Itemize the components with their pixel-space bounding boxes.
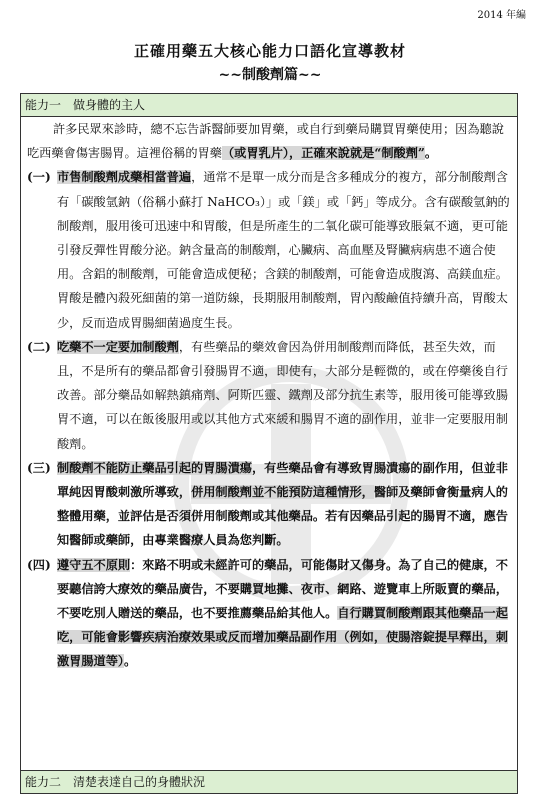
intro-highlight: （或胃乳片），正確來說就是“制酸劑” — [222, 146, 425, 161]
document-title: 正確用藥五大核心能力口語化宣導教材 — [133, 42, 406, 60]
item-3-highlight: 制酸劑不能防止藥品引起的胃腸潰瘍 — [57, 460, 252, 475]
list-item-2 — [27, 335, 511, 456]
intro-text: 許多民眾來診時，總不忘告訴醫師要加胃藥，或自行到藥局購買胃藥使用；因為聽說吃西藥會傷害腸胃。這裡俗稱的胃藥 — [27, 122, 504, 161]
intro-paragraph — [27, 117, 511, 165]
item-3-text-b: 醫師及藥師會衡量病人的整體用藥，並評估是否須併用制酸劑或其他藥品。若有因藥品引起的腸胃不適，應告知醫師或藥師，由專業醫療人員為您判斷。 — [57, 485, 508, 548]
item-1-highlight: 市售制酸劑成藥相當普遍 — [57, 170, 192, 185]
item-3-text-a: ，有些藥品會有導致胃腸潰瘍的副作用，但並非單純因胃酸刺激所導致， — [57, 460, 508, 500]
item-3-number: (三) — [27, 460, 51, 475]
edition-year: 2014 年編 — [477, 10, 526, 21]
item-3-highlight-2: 併用制酸劑並不能預防這種情形， — [191, 485, 374, 500]
section-heading-ability-2: 能力二 清楚表達自己的身體狀況 — [21, 770, 517, 793]
item-4-highlight-2: 自行購買制酸劑跟其他藥品一起吃，可能會影響疾病治療效果或反而增加藥品副作用（例如，使腸溶錠提早釋出，刺激胃腸道等） — [57, 606, 508, 669]
list-item-3 — [27, 456, 511, 553]
item-1-text: ，通常不是單一成分而是含多種成分的複方，部分制酸劑含有「碳酸氫鈉（俗稱小蘇打 NaHCO₃）」或「鎂」或「鈣」等成分。含有碳酸氫鈉的制酸劑，服用後可迅速中和胃酸，但是所產生的二氧化碳可能導致脹氣不適，更可能引發反彈性胃酸分泌。鈉含量高的制酸劑，心臟病、高血壓及腎臟病病患不適合使用。含鋁的制酸劑，可能會造成便秘；含鎂的制酸劑，可能會造成腹瀉、高鎂血症。胃酸是體內殺死細菌的第一道防線，長期服用制酸劑，胃內酸鹼值持續升高，胃酸太少，反而造成胃腸細菌過度生長。 — [57, 170, 510, 330]
item-2-text: ，有些藥品的藥效會因為併用制酸劑而降低，甚至失效，而且，不是所有的藥品都會引發腸胃不適，即使有，大部分是輕微的，或在停藥後自行改善。部分藥品如解熱鎮痛劑、阿斯匹靈、鐵劑及部分抗生素等，服用後可能導致腸胃不適，可以在飯後服用或以其他方式來緩和腸胃不適的副作用，並非一定要服用制酸劑。 — [57, 339, 508, 451]
intro-end: 。 — [424, 146, 438, 161]
item-4-text-b: 。 — [124, 654, 137, 669]
document-subtitle: ~~制酸劑篇~~ — [218, 67, 322, 83]
list-item-4 — [27, 553, 511, 674]
item-4-text-a: ：來路不明或未經許可的藥品，可能傷財又傷身。為了自己的健康，不要聽信誇大療效的藥品廣告，不要購買地攤、夜市、網路、遊覽車上所販賣的藥品，不要吃別人贈送的藥品，也不要推薦藥品給其他人。 — [57, 557, 508, 621]
item-4-highlight: 遵守五不原則 — [57, 557, 131, 572]
list-item-1 — [27, 165, 511, 334]
content-box — [20, 93, 518, 794]
item-2-number: (二) — [27, 339, 51, 354]
item-2-highlight: 吃藥不一定要加制酸劑 — [57, 339, 179, 354]
section-body — [21, 117, 517, 674]
item-4-number: (四) — [27, 557, 51, 572]
section-heading-ability-1: 能力一 做身體的主人 — [21, 94, 517, 117]
item-1-number: (一) — [27, 170, 51, 185]
